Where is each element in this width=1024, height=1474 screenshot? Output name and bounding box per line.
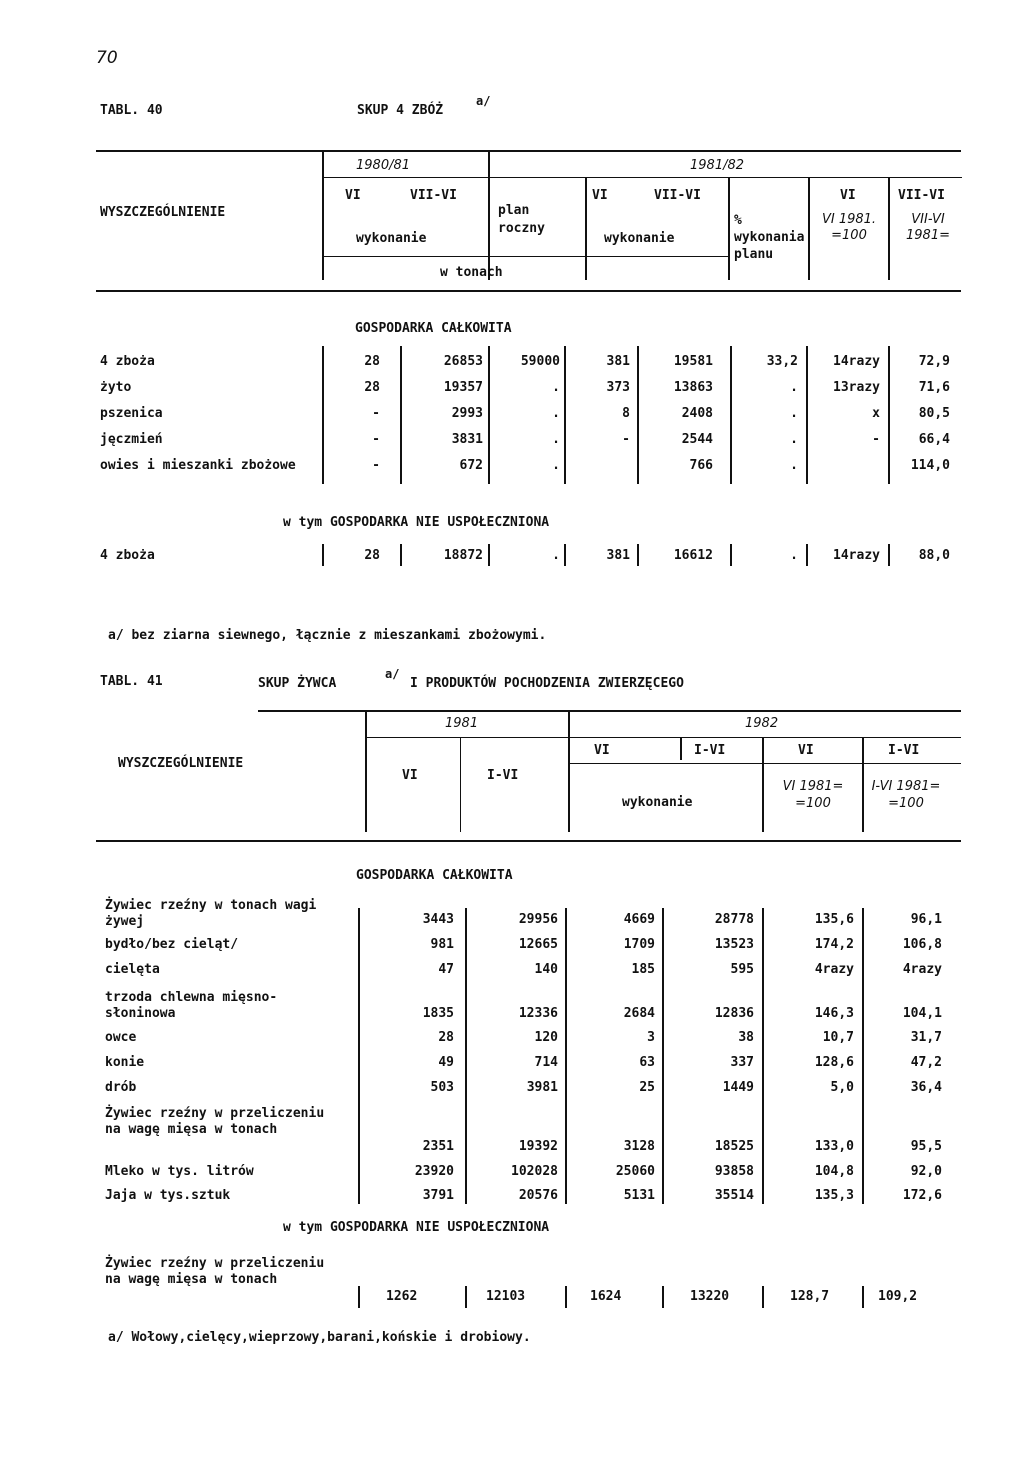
t41-cell: 63 [639,1055,655,1070]
t40-cell: 373 [606,380,630,395]
t40-cell: . [552,458,560,473]
t41-cell: 5,0 [830,1080,854,1095]
t40-cell: 28 [364,548,380,563]
t41-cell: 12665 [518,937,558,952]
t41-cell: 47,2 [910,1055,942,1070]
t40-cell: 114,0 [910,458,950,473]
t41-cell: 503 [430,1080,454,1095]
t40-cell: 88,0 [918,548,950,563]
t40-cell: . [790,432,798,447]
t41-cell: 128,7 [790,1289,830,1304]
t41-header-1981: 1981 [445,716,479,731]
table-41-label: TABL. 41 [100,674,163,689]
t40-cell: 766 [689,458,713,473]
t41-cell: 595 [730,962,754,977]
table-40-label: TABL. 40 [100,103,163,118]
t41-cell: 1262 [386,1289,418,1304]
t41-cell: 3 [647,1030,655,1045]
t41-header-vi: VI [402,768,418,783]
t41-cell: 29956 [518,912,558,927]
t40-header-vii-vi: VII-VI [410,188,457,203]
t41-section-gospodarka-calkowita: GOSPODARKA CAŁKOWITA [356,868,513,883]
t41-cell: 981 [430,937,454,952]
t41-cell: 93858 [714,1164,754,1179]
t41-cell: 4razy [814,962,854,977]
t40-row-label: żyto [100,380,132,395]
t40-header-vi-1982: VI [592,188,608,203]
t40-cell: 26853 [443,354,483,369]
t41-cell: 12836 [714,1006,754,1021]
t40-header-vi-1981-100: VI 1981. =100 [821,212,877,243]
t41-cell: 714 [534,1055,558,1070]
t40-cell: 13863 [673,380,713,395]
t41-row-label: bydło/bez cieląt/ [105,937,239,952]
t41-row-label: Żywiec rzeźny w przeliczeniu na wagę mięsa w tonach [105,1256,325,1287]
t40-row-label: pszenica [100,406,163,421]
t40-row-label: jęczmień [100,432,163,447]
t40-header-w-tonach: w tonach [440,265,503,280]
t40-row-label: owies i mieszanki zbożowe [100,458,296,473]
t41-cell: 18525 [714,1139,754,1154]
t40-header-wykonanie-1: wykonanie [356,231,427,246]
t41-cell: 106,8 [902,937,942,952]
t41-cell: 38 [738,1030,754,1045]
t41-header-i-vi-c: I-VI [888,743,920,758]
t40-cell: - [872,432,880,447]
t41-cell: 25060 [615,1164,655,1179]
t41-cell: 5131 [623,1188,655,1203]
t40-cell: 16612 [673,548,713,563]
t40-cell: 3831 [451,432,483,447]
t41-cell: 174,2 [814,937,854,952]
t40-cell: 2408 [681,406,713,421]
t41-cell: 1835 [422,1006,454,1021]
t41-cell: 96,1 [910,912,942,927]
t40-cell: . [790,406,798,421]
t41-cell: 3791 [422,1188,454,1203]
t40-cell: 59000 [520,354,560,369]
t40-cell: 66,4 [918,432,950,447]
t40-cell: 19357 [443,380,483,395]
t40-cell: 381 [606,354,630,369]
t41-cell: 3128 [623,1139,655,1154]
t40-cell: - [622,432,630,447]
t41-cell: 10,7 [822,1030,854,1045]
t40-cell: 14razy [833,548,880,563]
t41-cell: 337 [730,1055,754,1070]
t41-cell: 102028 [511,1164,558,1179]
t40-header-vi: VI [345,188,361,203]
t41-cell: 109,2 [878,1289,918,1304]
t41-row-label: trzoda chlewna mięsno-słoninowa [105,990,278,1021]
t40-cell: 19581 [673,354,713,369]
t40-header-wyszczegolnienie: WYSZCZEGÓLNIENIE [100,205,226,220]
page-number: 70 [96,48,118,68]
t40-cell: 33,2 [766,354,798,369]
t41-header-wykonanie: wykonanie [622,795,693,810]
t41-header-vi-c: VI [798,743,814,758]
t40-cell: 672 [459,458,483,473]
t41-cell: 4razy [902,962,942,977]
t41-cell: 2684 [623,1006,655,1021]
t40-cell: 71,6 [918,380,950,395]
t41-cell: 140 [534,962,558,977]
t41-cell: 28778 [714,912,754,927]
t40-header-plan: plan roczny [498,203,545,236]
t40-cell: 8 [622,406,630,421]
t40-cell: 13razy [833,380,880,395]
t40-header-vii-vi-1981: VII-VI 1981= [906,212,950,243]
t41-cell: 92,0 [910,1164,942,1179]
t40-header-vii-vi-c: VII-VI [898,188,945,203]
t41-cell: 1449 [722,1080,754,1095]
t40-header-1980-81: 1980/81 [356,158,411,173]
t40-cell: . [552,432,560,447]
t41-row-label: drób [105,1080,137,1095]
t41-row-label: Żywiec rzeźny w przeliczeniu na wagę mięsa w tonach [105,1106,325,1137]
table-41-title: SKUP ŻYWCA [258,676,337,691]
t41-row-label: konie [105,1055,145,1070]
t41-cell: 25 [639,1080,655,1095]
t41-cell: 28 [438,1030,454,1045]
t41-row-label: Jaja w tys.sztuk [105,1188,231,1203]
t41-footnote: a/ Wołowy,cielęcy,wieprzowy,barani,końskie i drobiowy. [108,1330,531,1345]
table-40-title: SKUP 4 ZBÓŻ [357,103,444,118]
t40-header-1981-82: 1981/82 [690,158,745,173]
t41-cell: 104,1 [902,1006,942,1021]
t41-cell: 120 [534,1030,558,1045]
t40-section-nie-uspoleczniona: w tym GOSPODARKA NIE USPOŁECZNIONA [283,515,550,530]
t41-cell: 185 [631,962,655,977]
t41-cell: 2351 [422,1139,454,1154]
t40-cell: 28 [364,354,380,369]
t41-row-label: owce [105,1030,137,1045]
t41-row-label: cielęta [105,962,160,977]
t40-cell: 2544 [681,432,713,447]
t40-cell: 14razy [833,354,880,369]
t41-cell: 12103 [486,1289,526,1304]
t41-cell: 128,6 [814,1055,854,1070]
t41-cell: 104,8 [814,1164,854,1179]
t41-cell: 13523 [714,937,754,952]
t41-row-label: Mleko w tys. litrów [105,1164,254,1179]
t40-footnote: a/ bez ziarna siewnego, łącznie z mieszankami zbożowymi. [108,628,547,643]
t41-cell: 1709 [623,937,655,952]
t40-cell: 2993 [451,406,483,421]
t40-row-label: 4 zboża [100,548,155,563]
t40-cell: . [790,380,798,395]
t41-header-i-vi: I-VI [487,768,519,783]
t41-cell: 13220 [690,1289,730,1304]
table-40-title-note: a/ [476,94,491,108]
t41-cell: 135,6 [814,912,854,927]
t41-cell: 12336 [518,1006,558,1021]
t41-cell: 3443 [422,912,454,927]
t41-cell: 1624 [590,1289,622,1304]
t40-header-wykonanie-2: wykonanie [604,231,675,246]
t41-cell: 19392 [518,1139,558,1154]
t41-cell: 20576 [518,1188,558,1203]
t40-cell: 80,5 [918,406,950,421]
t40-cell: - [372,406,380,421]
t40-cell: . [790,548,798,563]
t40-cell: . [552,380,560,395]
t41-cell: 95,5 [910,1139,942,1154]
t41-cell: 23920 [414,1164,454,1179]
t40-section-gospodarka-calkowita: GOSPODARKA CAŁKOWITA [355,321,512,336]
table-41-title-rest: I PRODUKTÓW POCHODZENIA ZWIERZĘCEGO [410,676,684,691]
t41-header-vi-1981-100: VI 1981= =100 [782,779,844,811]
t41-cell: 47 [438,962,454,977]
t41-cell: 146,3 [814,1006,854,1021]
t40-cell: . [552,548,560,563]
t40-cell: 381 [606,548,630,563]
t41-cell: 172,6 [902,1188,942,1203]
t41-header-1982: 1982 [745,716,779,731]
t41-header-vi-1982: VI [594,743,610,758]
t40-cell: 18872 [443,548,483,563]
t41-section-nie-uspoleczniona: w tym GOSPODARKA NIE USPOŁECZNIONA [283,1220,550,1235]
t40-cell: x [872,406,880,421]
t40-header-pct-plan: % wykonania planu [734,213,805,262]
t40-row-label: 4 zboża [100,354,155,369]
t41-cell: 133,0 [814,1139,854,1154]
t41-cell: 36,4 [910,1080,942,1095]
t41-header-wyszczegolnienie: WYSZCZEGÓLNIENIE [118,756,244,771]
t40-cell: 72,9 [918,354,950,369]
t41-header-i-vi-1982: I-VI [694,743,726,758]
t40-header-vi-c: VI [840,188,856,203]
t41-row-label: Żywiec rzeźny w tonach wagi żywej [105,898,317,929]
t41-cell: 31,7 [910,1030,942,1045]
t40-header-vii-vi-1982: VII-VI [654,188,701,203]
t41-header-i-vi-1981-100: I-VI 1981= =100 [871,779,941,811]
t40-cell: 28 [364,380,380,395]
t40-cell: - [372,432,380,447]
t40-cell: - [372,458,380,473]
t41-cell: 3981 [526,1080,558,1095]
table-41-title-note: a/ [385,667,400,681]
t41-cell: 4669 [623,912,655,927]
t40-cell: . [552,406,560,421]
t40-cell: . [790,458,798,473]
t41-cell: 35514 [714,1188,754,1203]
t41-cell: 49 [438,1055,454,1070]
t41-cell: 135,3 [814,1188,854,1203]
